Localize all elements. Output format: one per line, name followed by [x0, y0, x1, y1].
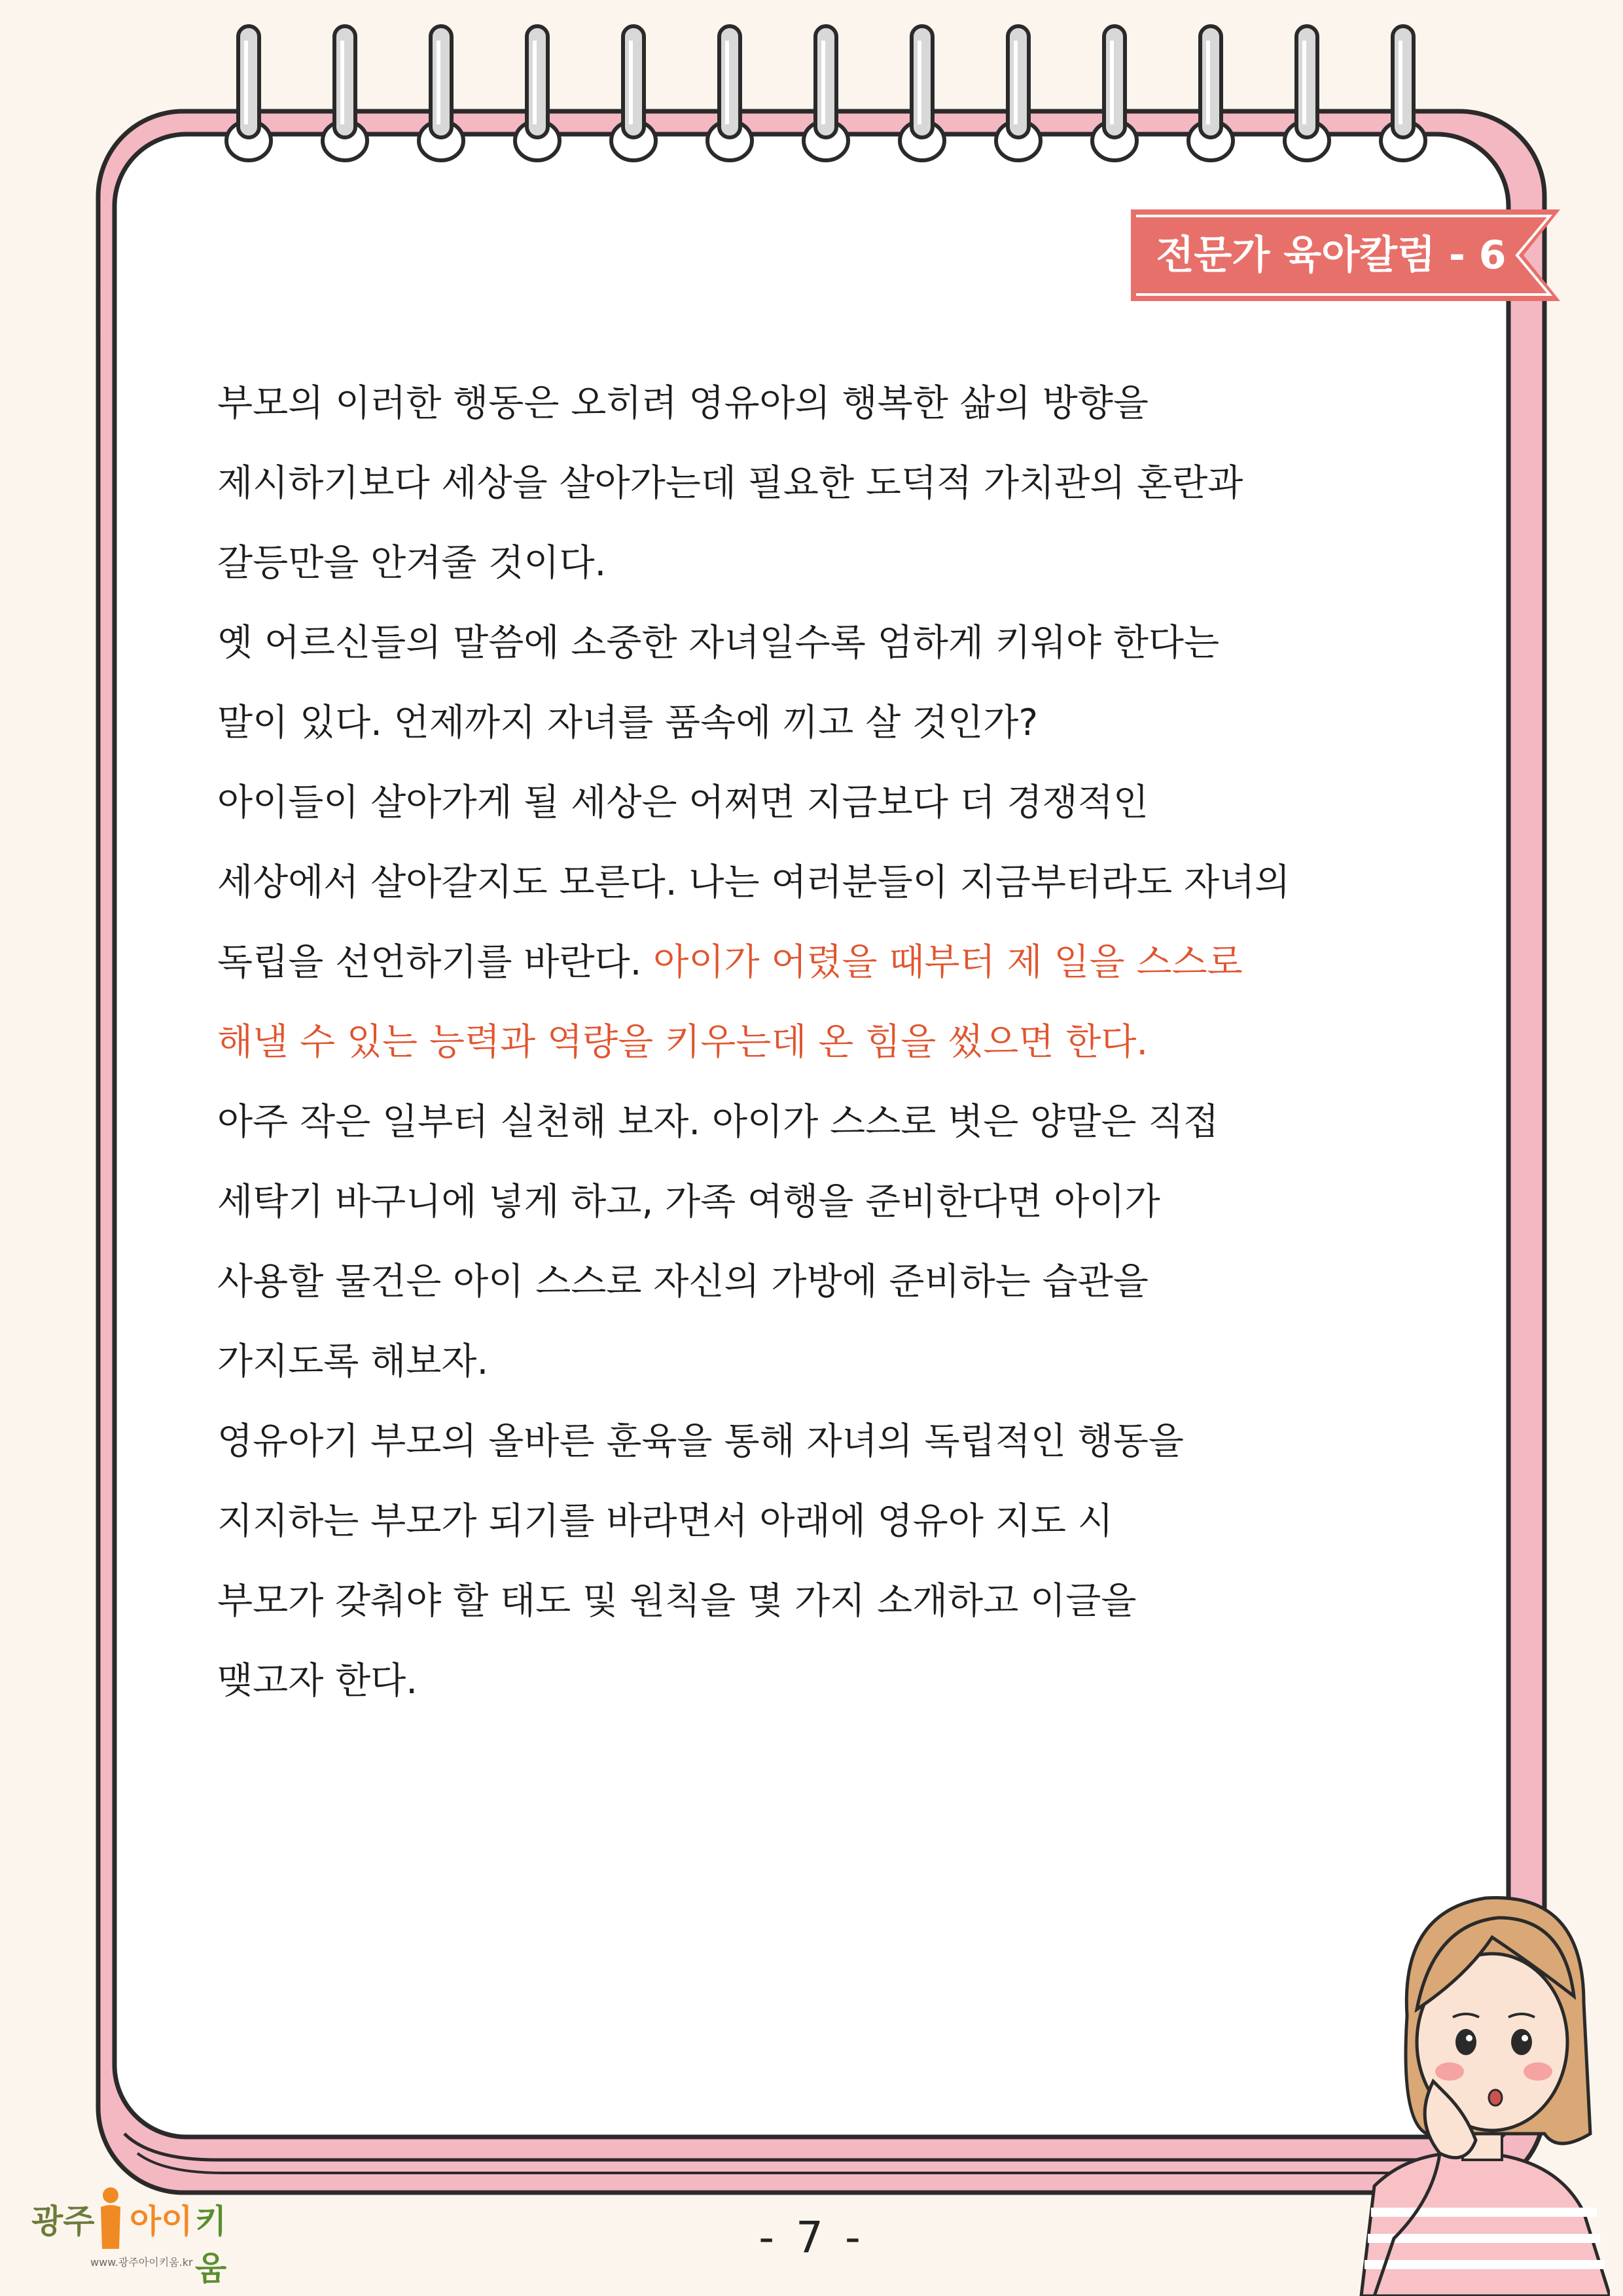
- article-line: 말이 있다. 언제까지 자녀를 품속에 끼고 살 것인가?: [217, 702, 1039, 744]
- article-line: 아주 작은 일부터 실천해 보자. 아이가 스스로 벗은 양말은 직접: [217, 1101, 1219, 1143]
- article-line: 독립을 선언하기를 바란다. 아이가 어렸을 때부터 제 일을 스스로: [217, 941, 1243, 984]
- article-body: [217, 364, 1435, 1721]
- spiral-ring: [611, 26, 656, 160]
- spiral-ring: [707, 26, 752, 160]
- article-line: 아이들이 살아가게 될 세상은 어쩌면 지금보다 더 경쟁적인: [217, 781, 1149, 824]
- page-number: - 7 -: [758, 2212, 865, 2263]
- article-line: 제시하기보다 세상을 살아가는데 필요한 도덕적 가치관의 혼란과: [217, 462, 1243, 505]
- article-line-highlighted: 해낼 수 있는 능력과 역량을 키우는데 온 힘을 썼으면 한다.: [217, 1021, 1149, 1064]
- spiral-ring: [900, 26, 944, 160]
- logo-text-prefix: 광주: [31, 2202, 95, 2240]
- article-line: 가지도록 해보자.: [217, 1340, 489, 1383]
- thinking-woman-illustration: [1335, 1846, 1610, 2296]
- spiral-ring: [1381, 26, 1425, 160]
- logo-url: www.광주아이키움.kr: [90, 2256, 193, 2269]
- article-line: 부모가 갖춰야 할 태도 및 원칙을 몇 가지 소개하고 이글을: [217, 1580, 1137, 1623]
- spiral-ring: [226, 26, 271, 160]
- spiral-ring: [1092, 26, 1137, 160]
- spiral-ring: [996, 26, 1041, 160]
- article-line: 맺고자 한다.: [217, 1660, 418, 1702]
- article-line: 사용할 물건은 아이 스스로 자신의 가방에 준비하는 습관을: [217, 1261, 1149, 1303]
- logo-text-suffix: 키움: [195, 2202, 227, 2287]
- brand-logo: [31, 2186, 254, 2287]
- article-line: 세상에서 살아갈지도 모른다. 나는 여러분들이 지금부터라도 자녀의: [217, 861, 1291, 904]
- article-line: 영유아기 부모의 올바른 훈육을 통해 자녀의 독립적인 행동을: [217, 1420, 1185, 1463]
- article-line: 지지하는 부모가 되기를 바라면서 아래에 영유아 지도 시: [217, 1500, 1113, 1543]
- article-line: 세탁기 바구니에 넣게 하고, 가족 여행을 준비한다면 아이가: [217, 1181, 1160, 1223]
- spiral-ring: [1188, 26, 1233, 160]
- spiral-ring: [515, 26, 560, 160]
- spiral-ring: [419, 26, 463, 160]
- spiral-ring: [804, 26, 848, 160]
- article-line: 부모의 이러한 행동은 오히려 영유아의 행복한 삶의 방향을: [217, 382, 1149, 425]
- logo-text-middle: 아이: [130, 2202, 193, 2240]
- logo-figure-icon: [94, 2186, 127, 2251]
- highlighted-text: 아이가 어렸을 때부터 제 일을 스스로: [653, 941, 1243, 984]
- article-line: 갈등만을 안겨줄 것이다.: [217, 542, 607, 584]
- article-line: 옛 어르신들의 말씀에 소중한 자녀일수록 엄하게 키워야 한다는: [217, 622, 1220, 664]
- column-tag: [1131, 209, 1560, 370]
- spiral-ring: [1285, 26, 1329, 160]
- column-tag-label: 전문가 육아칼럼 - 6화: [1156, 232, 1507, 370]
- spiral-ring: [323, 26, 367, 160]
